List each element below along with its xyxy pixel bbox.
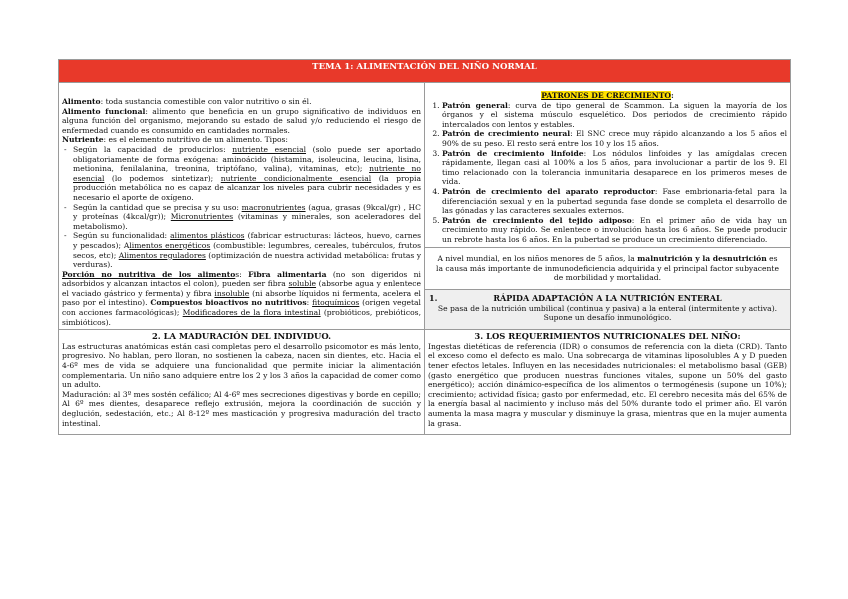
title-cell — [59, 60, 791, 83]
requirements-text: Ingestas dietéticas de referencia (IDR) o consumos de referencia con la dieta (CRD). Tanto el exceso como el defecto es malo. Una sobrecarga de vitaminas liposolubles A y D pueden tener efectos letales. Influyen en las necesidades nutricionales: el metabolismo basal (GEB) (gasto energético que producen nuestras funciones vitales, supone un 50% del gasto energético); acción dinámico-específica de los alimentos o termogénesis (supone un 10%); crecimiento; actividad física; gasto por enfermedad, etc. El cerebro necesita más del 65% de la energía basal al nacimiento y incluso más del 50% durante todo el primer año. El varón aumenta la masa magra y muscular y disminuye la grasa, mientras que en la mujer aumenta la grasa. — [428, 341, 787, 428]
list-item: - Según la capacidad de producirlos: nutriente esencial (solo puede ser aportado obligatoriamente de forma exógena: aminoácido (histamina, isoleucina, leucina, lisina, metionina, fenilalanina, treonina, triptófano, valina), vitaminas, etc); nutriente no esencial (lo podemos sintetizar); nutriente condicionalmente esencial (la propia producción metabólica no es capaz de alcanzar los niveles para cubrir necesidades y es necesario el aporte de oxígeno. — [73, 145, 421, 203]
list-item: 1. Patrón general: curva de tipo general de Scammon. La siguen la mayoría de los órganos y el sistema músculo esquelético. Dos periodos de crecimiento rápido intercalados con lentos y estables. — [442, 101, 787, 130]
maturation-cell — [59, 330, 425, 435]
list-item: - Según la cantidad que se precisa y su uso: macronutrientes (agua, grasas (9kcal/gr) , HC y proteínas (4kcal/gr)); Micronutrientes (vitaminas y minerales, son aceleradores del metabolismo). — [73, 203, 421, 232]
definitions-cell — [59, 83, 425, 330]
nutrient-types-list — [62, 145, 421, 270]
nutriente-def: Nutriente: es el elemento nutritivo de un alimento. Tipos: — [62, 135, 288, 145]
list-item: 5. Patrón de crecimiento del tejido adiposo: En el primer año de vida hay un crecimiento muy rápido. Se enlentece o involución hasta los 6 años. Se puede producir un rebrote hasta los 6 años. En la pubertad se produce un crecimiento diferenciado. — [442, 216, 787, 245]
summary-table — [58, 59, 791, 435]
malnutrition-cell: A nivel mundial, en los niños menores de 5 años, la malnutrición y la desnutrición es la causa más importante de inmunodeficiencia adquirida y el principal factor subyacente de morbilidad y mortalidad. — [425, 248, 791, 290]
list-item: - Según su funcionalidad: alimentos plásticos (fabricar estructuras: lácteos, huevo, carnes y pescados); Alimentos energéticos (combustible: legumbres, cereales, tubérculos, frutos secos, etc); Alimentos reguladores (optimización de nuestra actividad metabólica: frutas y verduras). — [73, 231, 421, 269]
patterns-list — [428, 101, 787, 245]
rapid-adaptation-heading: 1. RÁPIDA ADAPTACIÓN A LA NUTRICIÓN ENTERAL — [429, 293, 722, 304]
porcion-def: Porción no nutritiva de los alimentos: Fibra alimentaria (no son digeridos ni adsorbidos y alcanzan intactos el colon), pueden ser fibra soluble (absorbe agua y enlentece el vaciado gástrico y fermenta) y fibra insoluble (ni absorbe líquidos ni fermenta, acelera el paso por el intestino). Compuestos bioactivos no nutritivos: fitoquímicos (origen vegetal con acciones farmacológicas); Modificadores de la flora intestinal (probióticos, prebióticos, simbióticos). — [62, 269, 421, 327]
funcional-def: Alimento funcional: alimento que beneficia en un grupo significativo de individuos en alguna función del organismo, mejorando su estado de salud y/o reduciendo el riesgo de enfermedad cuando es consumido en cantidades normales. — [62, 106, 421, 135]
list-item: 3. Patrón de crecimiento linfoide: Los nódulos linfoides y las amígdalas crecen rápidamente, llegan casi al 100% a los 5 años, para involucionar a partir de los 9. El timo relacionado con la tolerancia inmunitaria desaparece en los primeros meses de vida. — [442, 149, 787, 187]
maturation-p1: Las estructuras anatómicas están casi completas pero el desarrollo psicomotor es más lento, progresivo. No hablan, pero lloran, no sostienen la cabeza, nacen sin dientes, etc. Hacia el 4-6º mes de vida se adquiere una funcionalidad que permite iniciar la alimentación complementaria. Un niño sano adquiere entre los 2 y los 3 años la capacidad de comer como un adulto. — [62, 341, 421, 390]
requirements-cell — [425, 330, 791, 435]
list-item: 2. Patrón de crecimiento neural: El SNC crece muy rápido alcanzando a los 5 años el 90% de su peso. El resto será entre los 10 y los 15 años. — [442, 129, 787, 148]
list-item: 4. Patrón de crecimiento del aparato reproductor: Fase embrionaria-fetal para la diferenciación sexual y en la pubertad segunda fase donde se completa el desarrollo de las gónadas y las caracteres sexuales externos. — [442, 187, 787, 216]
rapid-adaptation-cell — [425, 290, 791, 330]
requirements-heading: 3. LOS REQUERIMIENTOS NUTRICIONALES DEL NIÑO: — [474, 331, 741, 342]
maturation-p2: Maduración: al 3º mes sostén cefálico; Al 4-6º mes secreciones digestivas y borde en cepillo; Al 6º mes dientes, desaparece reflejo extrusión, mejora la coordinación de succión y deglución, sedestación, etc.; Al 8-12º mes masticación y progresiva maduración del tracto intestinal. — [62, 389, 421, 428]
alimento-def: Alimento: toda sustancia comestible con valor nutritivo o sin él. — [62, 97, 312, 106]
growth-patterns-cell — [425, 83, 791, 248]
rapid-adaptation-text: Se pasa de la nutrición umbilical (continua y pasiva) a la enteral (intermitente y activa). Supone un desafío inmunológico. — [437, 303, 778, 323]
patterns-heading: PATRONES DE CRECIMIENTO: — [541, 91, 674, 100]
maturation-heading: 2. LA MADURACIÓN DEL INDIVIDUO. — [151, 331, 332, 342]
page-title: TEMA 1: ALIMENTACIÓN DEL NIÑO NORMAL — [312, 62, 537, 72]
